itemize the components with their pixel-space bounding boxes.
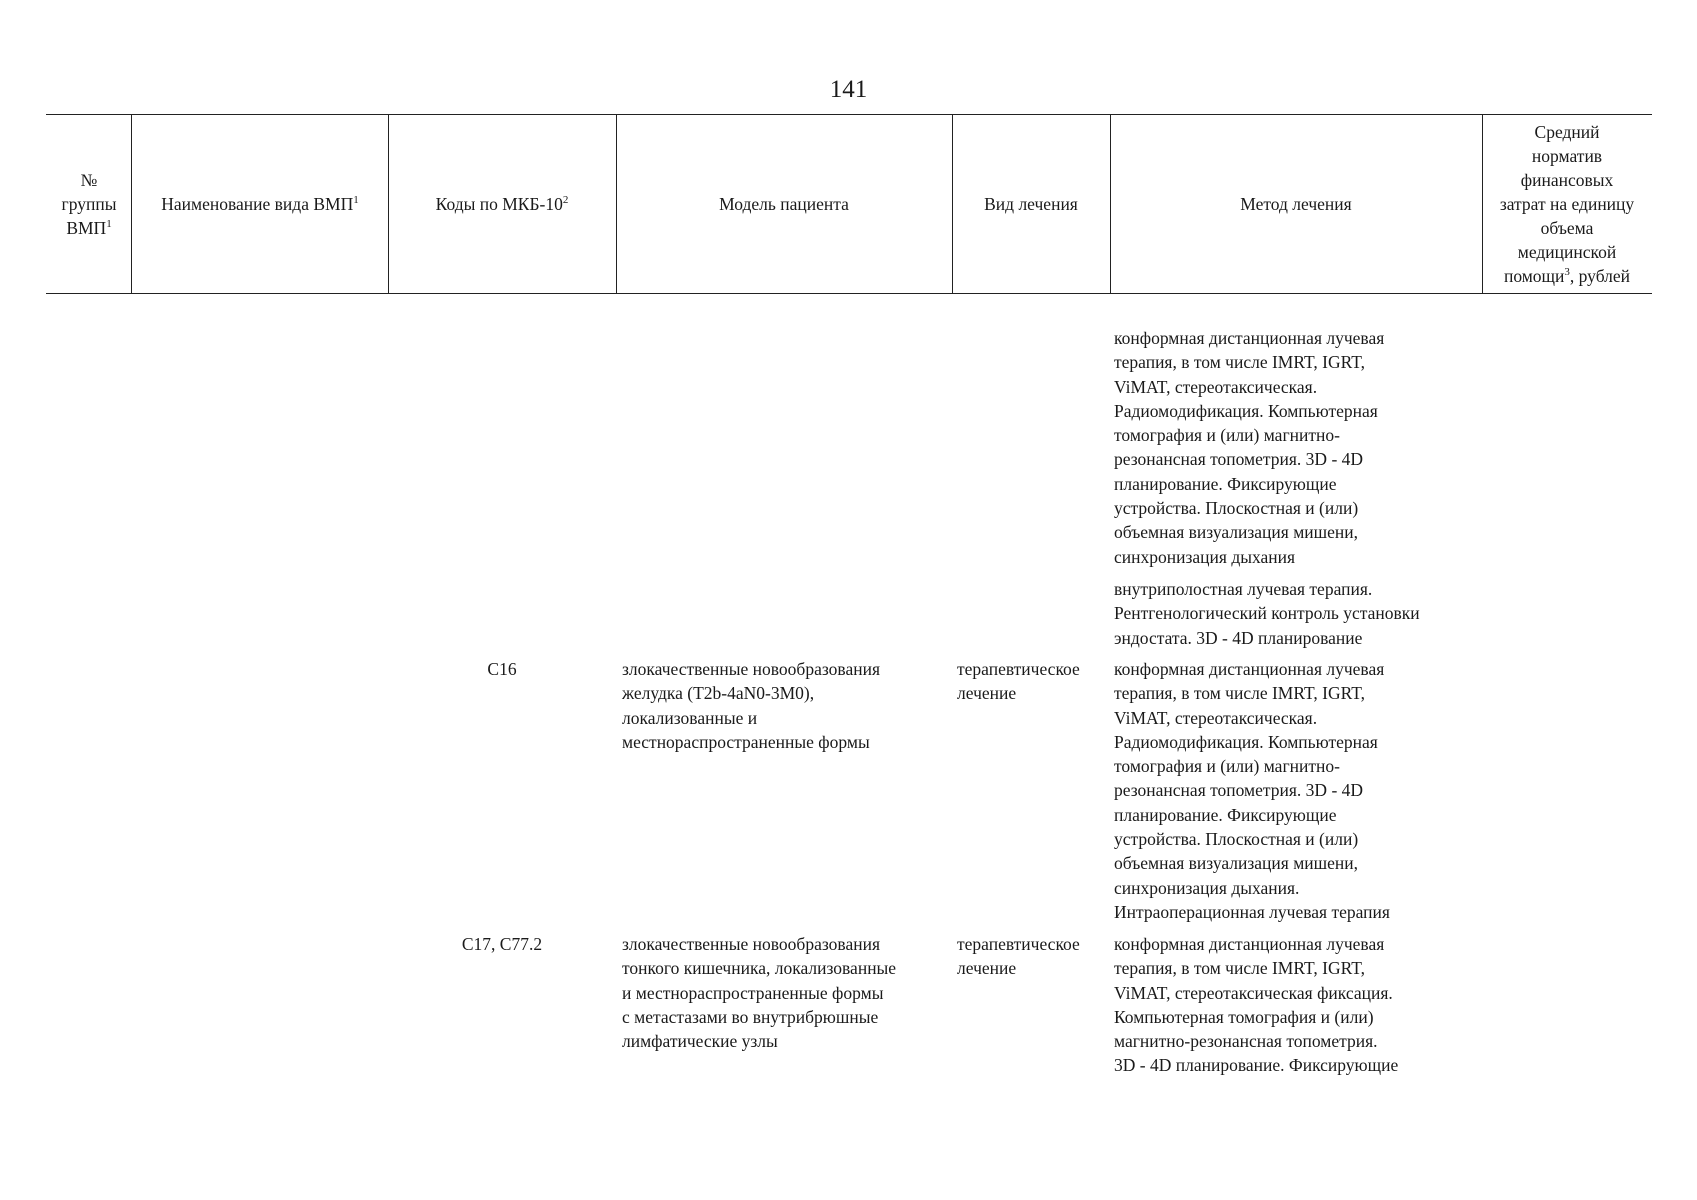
row1-method-2: внутриполостная лучевая терапия. Рентгенологический контроль установки эндостата. 3D - 4D планирование (1114, 579, 1420, 648)
header-group-number: № группы ВМП$^1$ (61, 170, 117, 238)
table-header (46, 114, 1652, 294)
header-treatment-type: Вид лечения (984, 194, 1078, 214)
row3-treatment-type: терапевтическое лечение (957, 934, 1080, 979)
row2-method: конформная дистанционная лучевая терапия, в том числе IMRT, IGRT, ViMAT, стереотаксическая. Радиомодификация. Компьютерная томография и (или) магнитно- резонансная топометрия. 3D - 4D планирование. Фиксирующие устройства. Плоскостная и (или) объемная визуализация мишени, синхронизация дыхания. Интраоперационная лучевая терапия (1114, 659, 1390, 922)
row3-patient-model: злокачественные новообразования тонкого кишечника, локализованные и местнораспространенные формы с метастазами во внутрибрюшные лимфатические узлы (622, 934, 897, 1052)
row3-icd-code: C17, C77.2 (461, 934, 543, 954)
row2-treatment-type: терапевтическое лечение (957, 659, 1080, 704)
page-number: 141 (829, 76, 868, 103)
header-vmp-name: Наименование вида ВМП$^1$ (161, 194, 359, 214)
row1-method-1: конформная дистанционная лучевая терапия, в том числе IMRT, IGRT, ViMAT, стереотаксическая. Радиомодификация. Компьютерная томография и (или) магнитно- резонансная топометрия. 3D - 4D планирование. Фиксирующие устройства. Плоскостная и (или) объемная визуализация мишени, синхронизация дыхания (1114, 328, 1385, 567)
row3-method: конформная дистанционная лучевая терапия, в том числе IMRT, IGRT, ViMAT, стереотаксическая фиксация. Компьютерная томография и (или) магнитно-резонансная топометрия. 3D - 4D планирование. Фиксирующие (1114, 934, 1399, 1076)
header-patient-model: Модель пациента (719, 194, 849, 214)
row2-patient-model: злокачественные новообразования желудка (T2b-4aN0-3M0), локализованные и местнораспространенные формы (622, 659, 880, 752)
header-cost-norm: Средний норматив финансовых затрат на единицу объема медицинской помощи$^3$, рублей (1499, 122, 1635, 286)
header-treatment-method: Метод лечения (1240, 194, 1352, 214)
header-icd-codes: Коды по МКБ-$10^2$ (435, 194, 569, 214)
row2-icd-code: C16 (487, 659, 517, 679)
